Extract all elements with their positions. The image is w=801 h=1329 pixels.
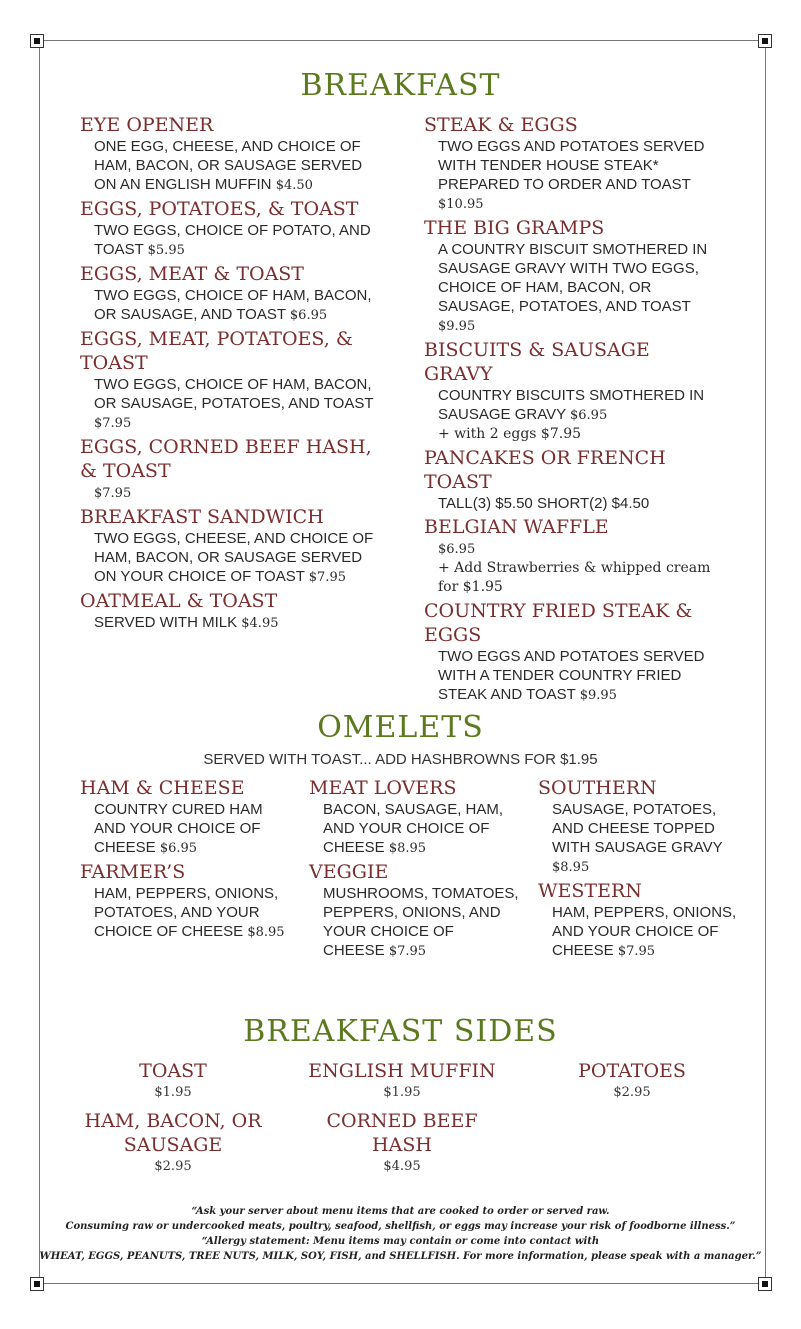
menu-item-price: $7.95 bbox=[617, 944, 656, 959]
menu-item-price: $9.95 bbox=[579, 688, 617, 703]
menu-item-price: $5.95 bbox=[147, 243, 185, 258]
menu-item-description bbox=[424, 240, 724, 336]
menu-item-name: THE BIG GRAMPS bbox=[424, 217, 605, 239]
frame-right-line bbox=[765, 42, 766, 1284]
menu-item bbox=[538, 879, 748, 961]
menu-item-description-text: SERVED WITH MILK bbox=[94, 614, 238, 631]
sides-column-3 bbox=[532, 1059, 732, 1109]
side-item-price: $1.95 bbox=[154, 1085, 192, 1100]
menu-item-description-text: TWO EGGS AND POTATOES SERVED WITH TENDER HOUSE STEAK* PREPARED TO ORDER AND TOAST bbox=[438, 138, 705, 193]
menu-item-price: $8.95 bbox=[388, 841, 427, 856]
sides-title: BREAKFAST SIDES bbox=[243, 1014, 558, 1049]
menu-item-name: SOUTHERN bbox=[538, 777, 657, 799]
menu-item-description bbox=[424, 647, 724, 705]
menu-item bbox=[80, 113, 380, 195]
menu-item-description-text: MUSHROOMS, TOMATOES, PEPPERS, ONIONS, AND YOUR CHOICE OF CHEESE bbox=[323, 885, 519, 959]
menu-item-description-text: TWO EGGS, CHEESE, AND CHOICE OF HAM, BACON, OR SAUSAGE SERVED ON YOUR CHOICE OF TOAST bbox=[94, 530, 374, 585]
menu-item-name: MEAT LOVERS bbox=[309, 777, 457, 799]
menu-item-description bbox=[538, 800, 748, 877]
menu-item-name: STEAK & EGGS bbox=[424, 114, 578, 136]
corner-marker-icon bbox=[30, 34, 44, 48]
menu-item-name: FARMER’S bbox=[80, 861, 186, 883]
menu-item-name: BREAKFAST SANDWICH bbox=[80, 506, 324, 528]
menu-item-description-text: TWO EGGS, CHOICE OF HAM, BACON, OR SAUSAGE, AND TOAST bbox=[94, 287, 372, 323]
menu-item-description bbox=[424, 386, 724, 425]
menu-item-description bbox=[80, 221, 380, 260]
menu-item-name: EGGS, MEAT, POTATOES, & TOAST bbox=[80, 328, 353, 374]
menu-item-description bbox=[309, 884, 519, 961]
menu-item-price: $6.95 bbox=[159, 841, 198, 856]
menu-item-price: $6.95 bbox=[438, 542, 476, 557]
menu-item bbox=[424, 216, 724, 336]
omelets-subtitle: SERVED WITH TOAST... ADD HASHBROWNS FOR $1.95 bbox=[203, 751, 598, 768]
menu-item-name: BELGIAN WAFFLE bbox=[424, 516, 609, 538]
side-item-name: HAM, BACON, OR SAUSAGE bbox=[84, 1110, 262, 1156]
notice-line: “Ask your server about menu items that are cooked to order or served raw. bbox=[191, 1206, 610, 1217]
menu-item-description bbox=[80, 800, 290, 858]
frame-top-line bbox=[40, 40, 762, 41]
menu-item bbox=[424, 515, 724, 597]
menu-item-description-text: HAM, PEPPERS, ONIONS, POTATOES, AND YOUR CHOICE OF CHEESE bbox=[94, 885, 279, 940]
menu-item-price: $7.95 bbox=[308, 570, 346, 585]
menu-item-name: VEGGIE bbox=[309, 861, 389, 883]
menu-item bbox=[424, 338, 724, 444]
notice-line: WHEAT, EGGS, PEANUTS, TREE NUTS, MILK, SOY, FISH, and SHELLFISH. For more information, please speak with a manager.” bbox=[39, 1251, 762, 1262]
menu-item-description-text: TALL(3) $5.50 SHORT(2) $4.50 bbox=[438, 495, 650, 512]
menu-item-description-text: HAM, PEPPERS, ONIONS, AND YOUR CHOICE OF CHEESE bbox=[552, 904, 737, 959]
corner-marker-icon bbox=[758, 34, 772, 48]
side-item-name: POTATOES bbox=[578, 1060, 686, 1082]
menu-item-name: BISCUITS & SAUSAGE GRAVY bbox=[424, 339, 650, 385]
notice-line: “Allergy statement: Menu items may contain or come into contact with bbox=[201, 1236, 600, 1247]
allergy-notice bbox=[0, 1204, 801, 1264]
menu-item bbox=[80, 435, 380, 503]
menu-item bbox=[309, 860, 519, 961]
menu-item-description-text: SAUSAGE, POTATOES, AND CHEESE TOPPED WITH SAUSAGE GRAVY bbox=[552, 801, 723, 856]
omelets-column-1 bbox=[80, 776, 290, 944]
menu-item-description-text: ONE EGG, CHEESE, AND CHOICE OF HAM, BACON, OR SAUSAGE SERVED ON AN ENGLISH MUFFIN bbox=[94, 138, 363, 193]
menu-item-description bbox=[424, 494, 724, 513]
menu-item-description bbox=[538, 903, 748, 961]
menu-item bbox=[80, 262, 380, 325]
menu-item-price: $7.95 bbox=[94, 416, 132, 431]
menu-item-description bbox=[80, 137, 380, 195]
omelets-column-3 bbox=[538, 776, 748, 963]
menu-item-price: $6.95 bbox=[289, 308, 328, 323]
menu-item-name: EGGS, CORNED BEEF HASH, & TOAST bbox=[80, 436, 372, 482]
breakfast-title: BREAKFAST bbox=[300, 68, 501, 103]
menu-item-description-text: TWO EGGS, CHOICE OF HAM, BACON, OR SAUSAGE, POTATOES, AND TOAST bbox=[94, 376, 374, 412]
notice-line: Consuming raw or undercooked meats, poultry, seafood, shellfish, or eggs may increase your risk of foodborne illness.” bbox=[65, 1221, 736, 1232]
menu-item-description bbox=[424, 137, 724, 214]
frame-bottom-line bbox=[40, 1283, 762, 1284]
menu-item-name: EYE OPENER bbox=[80, 114, 214, 136]
menu-item bbox=[309, 776, 519, 858]
menu-item bbox=[80, 197, 380, 260]
menu-item-description bbox=[80, 286, 380, 325]
side-item-name: CORNED BEEF HASH bbox=[326, 1110, 478, 1156]
menu-item bbox=[424, 446, 724, 513]
menu-item-price: $10.95 bbox=[438, 197, 484, 212]
breakfast-left-column bbox=[80, 113, 380, 635]
omelets-column-2 bbox=[309, 776, 519, 963]
menu-item bbox=[424, 599, 724, 705]
menu-item-description-text: COUNTRY CURED HAM AND YOUR CHOICE OF CHEESE bbox=[94, 801, 263, 856]
menu-item bbox=[424, 113, 724, 214]
corner-marker-icon bbox=[758, 1277, 772, 1291]
breakfast-right-column bbox=[424, 113, 724, 707]
menu-item-name: HAM & CHEESE bbox=[80, 777, 245, 799]
side-item-price: $2.95 bbox=[154, 1159, 192, 1174]
sides-column-2 bbox=[302, 1059, 502, 1183]
menu-item-price: $9.95 bbox=[438, 319, 476, 334]
corner-marker-icon bbox=[30, 1277, 44, 1291]
menu-item-description-text: TWO EGGS AND POTATOES SERVED WITH A TENDER COUNTRY FRIED STEAK AND TOAST bbox=[438, 648, 705, 703]
menu-item-description bbox=[80, 483, 380, 503]
side-item-price: $2.95 bbox=[613, 1085, 651, 1100]
menu-item-addon: + with 2 eggs $7.95 bbox=[438, 426, 582, 442]
menu-item-description bbox=[80, 375, 380, 433]
menu-item bbox=[80, 860, 290, 942]
side-item-name: TOAST bbox=[139, 1060, 207, 1082]
menu-item-price: $8.95 bbox=[247, 925, 285, 940]
menu-item-price: $6.95 bbox=[570, 408, 608, 423]
omelets-title: OMELETS bbox=[317, 710, 484, 745]
menu-item bbox=[538, 776, 748, 877]
menu-item-price: $4.95 bbox=[241, 616, 279, 631]
menu-item bbox=[80, 505, 380, 587]
menu-item-description bbox=[424, 539, 724, 559]
menu-item-description bbox=[309, 800, 519, 858]
sides-column-1 bbox=[73, 1059, 273, 1183]
menu-item-description-text: A COUNTRY BISCUIT SMOTHERED IN SAUSAGE GRAVY WITH TWO EGGS, CHOICE OF HAM, BACON, OR SAUSAGE, POTATOES, AND TOAST bbox=[438, 241, 708, 315]
menu-item bbox=[80, 776, 290, 858]
menu-item-description bbox=[80, 884, 290, 942]
menu-item-description bbox=[80, 529, 380, 587]
menu-item-description-text: TWO EGGS, CHOICE OF POTATO, AND TOAST bbox=[94, 222, 371, 258]
menu-item-name: COUNTRY FRIED STEAK & EGGS bbox=[424, 600, 693, 646]
menu-item-price: $4.50 bbox=[275, 178, 313, 193]
menu-item-name: WESTERN bbox=[538, 880, 642, 902]
menu-item-name: OATMEAL & TOAST bbox=[80, 590, 278, 612]
frame-left-line bbox=[39, 42, 40, 1284]
menu-item-name: EGGS, POTATOES, & TOAST bbox=[80, 198, 359, 220]
menu-item-addon: + Add Strawberries & whipped cream for $1.95 bbox=[438, 560, 711, 595]
side-item-price: $4.95 bbox=[383, 1159, 421, 1174]
menu-item-description bbox=[80, 613, 380, 633]
menu-item bbox=[80, 589, 380, 633]
menu-item-description-text: BACON, SAUSAGE, HAM, AND YOUR CHOICE OF CHEESE bbox=[323, 801, 504, 856]
side-item-price: $1.95 bbox=[383, 1085, 421, 1100]
menu-item-name: EGGS, MEAT & TOAST bbox=[80, 263, 304, 285]
menu-item-price: $7.95 bbox=[94, 486, 132, 501]
menu-item-name: PANCAKES OR FRENCH TOAST bbox=[424, 447, 666, 493]
menu-item-price: $8.95 bbox=[552, 860, 590, 875]
menu-item-description-text: COUNTRY BISCUITS SMOTHERED IN SAUSAGE GRAVY bbox=[438, 387, 705, 423]
menu-item bbox=[80, 327, 380, 433]
menu-item-price: $7.95 bbox=[388, 944, 427, 959]
side-item-name: ENGLISH MUFFIN bbox=[308, 1060, 496, 1082]
